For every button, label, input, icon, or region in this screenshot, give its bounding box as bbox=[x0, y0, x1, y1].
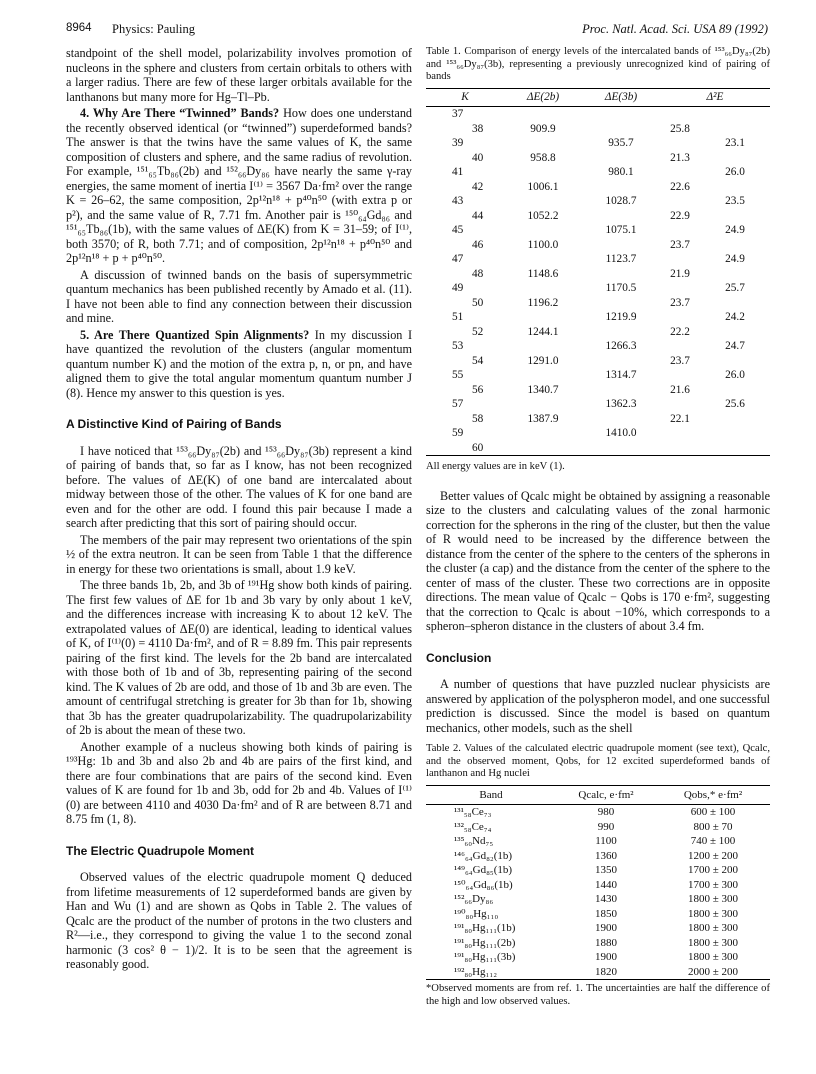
table-1-cell-d2e-even bbox=[660, 426, 700, 441]
table-1-cell-k: 43 bbox=[452, 195, 464, 207]
table-1-cell-d2e-even: 22.9 bbox=[670, 209, 690, 222]
table-2-cell-band: ¹⁹¹₈₀Hg₁₁₁(2b) bbox=[454, 936, 516, 949]
table-1-row bbox=[426, 180, 770, 195]
table-1-cell-d2e-even bbox=[660, 165, 700, 180]
table-1-cell-de2b bbox=[504, 441, 582, 456]
table-1-cell-de3b bbox=[582, 354, 660, 369]
table-1-cell-k: 56 bbox=[472, 383, 484, 396]
table-2-row bbox=[426, 805, 770, 820]
table-1-cell-k: 60 bbox=[426, 441, 504, 456]
table-1-cell-k: 37 bbox=[452, 108, 464, 120]
section-label: Physics: Pauling bbox=[112, 22, 195, 36]
table-1-cell-d2e-odd: 24.9 bbox=[725, 253, 745, 265]
table-1-cell-de3b bbox=[582, 151, 660, 166]
table-2-row bbox=[426, 863, 770, 878]
table-1-cell-d2e-even bbox=[660, 136, 700, 151]
supersymmetry-paragraph: A discussion of twinned bands on the basis of supersymmetric quantum mechanics has been published recently by Amado et al. (11). I have not been able to find any connection between their discussion and mine. bbox=[66, 267, 412, 325]
table-2-header-qobs: Qobs,* e·fm² bbox=[656, 785, 770, 805]
table-1-row bbox=[426, 441, 770, 456]
section-4-title: 4. Why Are There “Twinned” Bands? bbox=[80, 106, 280, 120]
table-2-cell-band: ¹³²₅₈Ce₇₄ bbox=[454, 820, 492, 833]
table-1-row bbox=[426, 296, 770, 311]
table-1-cell-d2e-even bbox=[660, 223, 700, 238]
table-1-cell-d2e-even: 22.6 bbox=[670, 180, 690, 193]
table-2-cell-qcalc: 1100 bbox=[595, 835, 617, 847]
table-1-cell-d2e-even bbox=[660, 310, 700, 325]
table-1-cell-de2b bbox=[504, 107, 582, 122]
table-1-cell-de3b bbox=[582, 122, 660, 137]
table-1-cell-k: 59 bbox=[452, 427, 464, 439]
table-1-cell-k: 39 bbox=[452, 137, 464, 149]
table-2-header-band: Band bbox=[426, 785, 556, 805]
table-2-cell-band: ¹⁹²₈₀Hg₁₁₂ bbox=[426, 965, 556, 980]
table-2-cell-qobs: 1700 ± 300 bbox=[687, 878, 739, 891]
table-1-row bbox=[426, 383, 770, 398]
table-1-cell-k: 48 bbox=[472, 267, 484, 280]
table-1-cell-k: 49 bbox=[452, 282, 464, 294]
table-1-row bbox=[426, 151, 770, 166]
table-1-cell-d2e-odd bbox=[700, 151, 770, 166]
table-2-cell-band: ¹³⁵₆₀Nd₇₅ bbox=[454, 835, 494, 847]
table-1-cell-k: 52 bbox=[472, 325, 484, 338]
table-1-body bbox=[426, 107, 770, 456]
table-1-cell-d2e-odd bbox=[700, 441, 770, 456]
table-1-cell-de2b: 1006.1 bbox=[527, 180, 559, 193]
table-1-cell-de3b: 1123.7 bbox=[605, 253, 637, 265]
table-1-cell-d2e-even bbox=[660, 107, 700, 122]
table-2-cell-band: ¹³¹₅₈Ce₇₃ bbox=[454, 806, 492, 818]
table-1-caption: Table 1. Comparison of energy levels of the intercalated bands of ¹⁵³₆₆Dy₈₇(2b) and ¹⁵³₆₆Dy₈₇(3b), representing a previously unrecognized kind of pairing of bands bbox=[426, 46, 770, 82]
table-2-cell-qcalc: 1820 bbox=[556, 965, 656, 980]
table-2-row bbox=[426, 834, 770, 849]
table-1-cell-d2e-even bbox=[660, 194, 700, 209]
table-1-row bbox=[426, 426, 770, 441]
table-1-cell-d2e-even bbox=[660, 441, 700, 456]
table-1-row bbox=[426, 281, 770, 296]
table-1-cell-k: 50 bbox=[472, 296, 484, 309]
intro-paragraph: standpoint of the shell model, polarizability involves promotion of nucleons in the sphere and clusters from certain orbitals to others with a larger radius. There are few of these larger orbitals available for the lanthanons but many more for Hg–Tl–Pb. bbox=[66, 46, 412, 104]
table-1-row bbox=[426, 122, 770, 137]
table-2-row bbox=[426, 965, 770, 980]
table-1-header-k: K bbox=[426, 88, 504, 107]
table-1-row bbox=[426, 325, 770, 340]
table-1-header-row bbox=[426, 88, 770, 107]
table-1-cell-de2b bbox=[504, 252, 582, 267]
table-2-cell-qcalc: 1900 bbox=[595, 951, 617, 963]
table-2-cell-qobs: 1700 ± 200 bbox=[687, 864, 739, 876]
table-2-row bbox=[426, 878, 770, 893]
table-2-cell-qobs: 1200 ± 200 bbox=[687, 849, 739, 862]
table-1-cell-de3b: 1410.0 bbox=[605, 427, 637, 439]
table-1-cell-de3b bbox=[582, 383, 660, 398]
table-1-cell-d2e-odd bbox=[700, 383, 770, 398]
table-1-cell-k: 51 bbox=[452, 311, 464, 323]
table-2 bbox=[426, 785, 770, 981]
table-1-cell-de2b: 958.8 bbox=[530, 151, 556, 164]
pairing-paragraph-1: I have noticed that ¹⁵³₆₆Dy₈₇(2b) and ¹⁵³₆₆Dy₈₇(3b) represent a kind of pairing of bands that, so far as I know, has not been recognized before. The values of ΔE(K) of one band are intercalated about midway between those of the other. The values of K for one band are even and for the other are odd. I found this pair because I made a search after predicting that this sort of pairing should occur. bbox=[66, 443, 412, 530]
table-1 bbox=[426, 88, 770, 457]
table-1-cell-d2e-odd: 26.0 bbox=[725, 166, 745, 178]
table-1-cell-de2b bbox=[504, 397, 582, 412]
pairing-paragraph-2: The members of the pair may represent two orientations of the spin ½ of the extra neutron. It can be seen from Table 1 that the difference in energy for these two orientations is small, about 1.9 keV. bbox=[66, 532, 412, 576]
table-1-cell-k: 58 bbox=[472, 412, 484, 425]
section-4-text: How does one understand the recently observed identical (or “twinned”) superdeformed bands? The answer is that the twins have the same values of K, the same composition of clusters and sphere, and the same radius of revolution. For example, ¹⁵¹₆₅Tb₈₆(2b) and ¹⁵²₆₆Dy₈₆ have nearly the same γ-ray energies, the same moment of inertia I⁽¹⁾ = 3567 Da·fm² over the range K = 26–62, the same composition, 2p¹²n¹⁸ + p⁴⁰n⁵⁰ (with extra p or p²), and the same value of R, 7.71 fm. Another pair is ¹⁵⁰₆₄Gd₈₆ and ¹⁵¹₆₅Tb₈₆(1b), with the same values of ΔE(K) from K = 31–59; of I⁽¹⁾, both 3570; of R, both 7.71; and of composition, 2p¹²n¹⁸ + p⁴⁰n⁵⁰ and 2p¹²n¹⁸ + p + p⁴⁰n⁵⁰. bbox=[66, 106, 413, 265]
table-1-cell-d2e-even bbox=[660, 368, 700, 383]
table-1-cell-de2b: 1387.9 bbox=[527, 412, 559, 425]
table-1-cell-d2e-even bbox=[660, 252, 700, 267]
table-1-cell-d2e-even: 22.2 bbox=[670, 325, 690, 338]
table-1-row bbox=[426, 310, 770, 325]
table-1-cell-de2b: 1291.0 bbox=[527, 354, 559, 367]
table-1-cell-d2e-odd: 24.7 bbox=[725, 340, 745, 352]
table-1-cell-de3b: 1266.3 bbox=[605, 340, 637, 352]
table-1-cell-d2e-even: 22.1 bbox=[670, 412, 690, 425]
table-1-cell-de2b bbox=[504, 281, 582, 296]
table-2-header-row bbox=[426, 785, 770, 805]
table-1-cell-de2b: 1244.1 bbox=[527, 325, 559, 338]
pairing-paragraph-4: Another example of a nucleus showing both kinds of pairing is ¹⁹³Hg: 1b and 3b and also 2b and 4b are pairs of the first kind, and there are four combinations that are pairs of the second kind. Even values of K are found for 1b and 3b, odd for 2b and 4b. Values of I⁽¹⁾(0) are between 4110 and 4030 Da·fm² and of R are between 8.71 and 8.75 fm (1, 8). bbox=[66, 739, 412, 826]
table-1-cell-d2e-even bbox=[660, 281, 700, 296]
table-2-cell-band: ¹⁵²₆₆Dy₈₆ bbox=[454, 893, 494, 905]
table-2-row bbox=[426, 907, 770, 922]
table-1-cell-de2b bbox=[504, 368, 582, 383]
table-1-row bbox=[426, 368, 770, 383]
table-1-cell-k: 54 bbox=[472, 354, 484, 367]
table-1-cell-k: 46 bbox=[472, 238, 484, 251]
table-1-cell-d2e-even bbox=[660, 339, 700, 354]
table-1-cell-de3b: 980.1 bbox=[608, 166, 634, 178]
table-1-cell-k: 57 bbox=[452, 398, 464, 410]
table-1-cell-d2e-even: 21.9 bbox=[670, 267, 690, 280]
table-1-cell-de3b: 1314.7 bbox=[605, 369, 637, 381]
table-1-cell-d2e-odd: 25.7 bbox=[725, 282, 745, 294]
table-1-cell-d2e-odd bbox=[700, 267, 770, 282]
table-2-cell-band: ¹⁴⁹₆₄Gd₈₅(1b) bbox=[454, 864, 513, 876]
section-5-paragraph bbox=[66, 328, 412, 401]
table-1-row bbox=[426, 223, 770, 238]
table-1-cell-k: 41 bbox=[452, 166, 464, 178]
table-2-cell-qcalc: 1900 bbox=[595, 922, 617, 934]
table-2-row bbox=[426, 936, 770, 951]
table-1-cell-d2e-even: 23.7 bbox=[670, 296, 690, 309]
table-1-row bbox=[426, 354, 770, 369]
table-1-cell-d2e-odd bbox=[700, 238, 770, 253]
quadrupole-heading: The Electric Quadrupole Moment bbox=[66, 843, 255, 858]
table-2-cell-band: ¹⁹¹₈₀Hg₁₁₁(1b) bbox=[454, 922, 516, 934]
table-2-cell-qobs: 1800 ± 300 bbox=[687, 951, 739, 963]
table-2-row bbox=[426, 849, 770, 864]
table-1-cell-de3b: 1170.5 bbox=[605, 282, 637, 294]
table-1-cell-de3b bbox=[582, 412, 660, 427]
table-1-cell-k: 47 bbox=[452, 253, 464, 265]
table-2-cell-qcalc: 1880 bbox=[595, 936, 617, 949]
table-1-row bbox=[426, 339, 770, 354]
table-1-cell-d2e-odd: 23.1 bbox=[725, 137, 745, 149]
table-1-cell-d2e-odd bbox=[700, 107, 770, 122]
table-1-cell-de3b: 1362.3 bbox=[605, 398, 637, 410]
table-2-caption: Table 2. Values of the calculated electric quadrupole moment (see text), Qcalc, and the observed moment, Qobs, for 12 excited superdeformed bands of lanthanon and Hg nuclei bbox=[426, 743, 770, 779]
table-1-cell-k: 42 bbox=[472, 180, 484, 193]
table-1-row bbox=[426, 107, 770, 122]
table-1-cell-de2b: 1340.7 bbox=[527, 383, 559, 396]
section-5-title: 5. Are There Quantized Spin Alignments? bbox=[80, 327, 310, 342]
table-1-cell-d2e-odd bbox=[700, 426, 770, 441]
table-1-header-de3b: ΔE(3b) bbox=[582, 88, 660, 107]
table-1-footnote: All energy values are in keV (1). bbox=[426, 461, 565, 472]
table-1-cell-d2e-odd bbox=[700, 325, 770, 340]
table-1-cell-d2e-odd bbox=[700, 296, 770, 311]
table-1-cell-de3b bbox=[582, 325, 660, 340]
table-1-cell-k: 45 bbox=[452, 224, 464, 236]
left-column bbox=[66, 46, 412, 972]
table-2-cell-qcalc: 1850 bbox=[595, 907, 617, 920]
table-1-cell-de2b bbox=[504, 136, 582, 151]
table-1-row bbox=[426, 209, 770, 224]
table-1-row bbox=[426, 238, 770, 253]
table-2-cell-band: ¹⁹¹₈₀Hg₁₁₁(3b) bbox=[454, 951, 516, 963]
table-2-row bbox=[426, 950, 770, 965]
table-1-cell-d2e-odd: 23.5 bbox=[725, 195, 745, 207]
table-2-header-qcalc: Qcalc, e·fm² bbox=[556, 785, 656, 805]
table-1-cell-k: 38 bbox=[472, 122, 484, 135]
table-1-cell-d2e-even: 21.3 bbox=[670, 151, 690, 164]
table-1-cell-d2e-odd bbox=[700, 180, 770, 195]
table-1-cell-de3b: 1028.7 bbox=[605, 195, 637, 207]
table-1-cell-d2e-odd: 24.9 bbox=[725, 224, 745, 236]
table-1-cell-d2e-even: 23.7 bbox=[670, 238, 690, 251]
table-1-cell-de3b bbox=[582, 107, 660, 122]
table-2-cell-qcalc: 1440 bbox=[595, 878, 617, 891]
table-1-cell-de2b bbox=[504, 339, 582, 354]
table-1-cell-de3b bbox=[582, 180, 660, 195]
table-1-cell-d2e-odd bbox=[700, 412, 770, 427]
table-2-cell-qobs: 1800 ± 300 bbox=[687, 907, 739, 920]
table-1-cell-de2b bbox=[504, 310, 582, 325]
table-1-cell-d2e-odd: 26.0 bbox=[725, 369, 745, 381]
table-1-cell-de2b bbox=[504, 426, 582, 441]
table-2-cell-band: ¹⁹⁰₈₀Hg₁₁₀ bbox=[454, 907, 499, 920]
table-1-cell-k: 44 bbox=[472, 209, 484, 222]
table-1-cell-d2e-odd: 25.6 bbox=[725, 398, 745, 410]
table-1-cell-k: 53 bbox=[452, 340, 464, 352]
journal-citation: Proc. Natl. Acad. Sci. USA 89 (1992) bbox=[582, 22, 768, 36]
table-1-cell-de2b: 909.9 bbox=[530, 122, 556, 135]
table-1-header-d2e: Δ²E bbox=[660, 88, 770, 107]
table-1-cell-de3b bbox=[582, 267, 660, 282]
table-1-cell-de2b: 1052.2 bbox=[527, 209, 559, 222]
table-2-cell-qcalc: 990 bbox=[597, 820, 615, 833]
table-1-cell-de2b: 1196.2 bbox=[527, 296, 559, 309]
table-1-row bbox=[426, 267, 770, 282]
quadrupole-paragraph: Observed values of the electric quadrupole moment Q deduced from lifetime measurements of 12 superdeformed bands are given by Han and Wu (1) and are shown as Qobs in Table 2. The values of Qcalc are the product of the number of protons in the two clusters and R²—i.e., they correspond to giving the value 1 to the second zonal harmonic (3 cos² θ − 1)/2. It is to be seen that the agreement is reasonably good. bbox=[66, 870, 412, 971]
right-column bbox=[426, 46, 770, 1008]
conclusion-paragraph: A number of questions that have puzzled nuclear physicists are answered by application of the polyspheron model, and one successful prediction is discussed. Since the model is based on quantum mechanics, other models, such as the shell bbox=[426, 677, 770, 735]
table-2-cell-qcalc: 1350 bbox=[595, 864, 617, 876]
table-2-cell-band: ¹⁴⁶₆₄Gd₈₂(1b) bbox=[454, 849, 513, 862]
table-2-cell-qobs: 2000 ± 200 bbox=[656, 965, 770, 980]
page-header bbox=[66, 22, 768, 38]
table-1-cell-de3b bbox=[582, 209, 660, 224]
table-1-row bbox=[426, 165, 770, 180]
table-2-cell-qcalc: 1360 bbox=[595, 849, 617, 862]
table-1-cell-de2b bbox=[504, 223, 582, 238]
table-2-cell-qobs: 600 ± 100 bbox=[690, 806, 736, 818]
table-1-cell-de3b bbox=[582, 238, 660, 253]
table-2-footnote: *Observed moments are from ref. 1. The uncertainties are half the difference of the high and low observed values. bbox=[426, 983, 770, 1007]
page-number: 8964 bbox=[66, 22, 92, 34]
table-1-row bbox=[426, 397, 770, 412]
table-2-cell-qobs: 740 ± 100 bbox=[690, 835, 736, 847]
table-1-cell-de3b bbox=[582, 296, 660, 311]
table-2-cell-qobs: 1800 ± 300 bbox=[687, 893, 739, 905]
table-1-cell-d2e-even: 25.8 bbox=[670, 122, 690, 135]
pairing-heading: A Distinctive Kind of Pairing of Bands bbox=[66, 417, 282, 431]
section-4-paragraph bbox=[66, 106, 412, 266]
table-1-cell-d2e-odd bbox=[700, 122, 770, 137]
pairing-paragraph-3: The three bands 1b, 2b, and 3b of ¹⁹¹Hg show both kinds of pairing. The first few values of ΔE for 1b and 3b vary by only about 1 keV, and the differences increase with increasing K to about 12 keV. The extrapolated values of ΔE(0) are identical, leading to identical values of K, of I⁽¹⁾(0) = 4110 Da·fm², and of R = 8.89 fm. This pair represents pairing of the first kind. The levels for the 2b band are intercalated with those both of 1b and of 3b, representing pairing of the second kind. The K values of 2b are odd, and those of 1b and 3b are even. The amount of centrifugal stretching is greater for 3b than for 1b, showing that 3b has the greater quadrupolarizability. The quadrupolarizability of 2b is about the mean of these two. bbox=[66, 578, 412, 737]
table-1-cell-d2e-odd bbox=[700, 209, 770, 224]
table-2-row bbox=[426, 921, 770, 936]
table-1-cell-k: 55 bbox=[452, 369, 464, 381]
table-2-row bbox=[426, 820, 770, 835]
table-2-cell-qobs: 800 ± 70 bbox=[693, 820, 733, 833]
table-2-row bbox=[426, 892, 770, 907]
table-2-cell-qobs: 1800 ± 300 bbox=[687, 936, 739, 949]
table-1-cell-d2e-even: 21.6 bbox=[670, 383, 690, 396]
table-1-cell-d2e-odd bbox=[700, 354, 770, 369]
table-1-cell-de3b: 1219.9 bbox=[605, 311, 637, 323]
table-1-cell-de2b: 1148.6 bbox=[527, 267, 559, 280]
table-2-cell-qcalc: 980 bbox=[597, 806, 615, 818]
table-1-row bbox=[426, 194, 770, 209]
table-1-cell-d2e-odd: 24.2 bbox=[725, 311, 745, 323]
table-2-cell-band: ¹⁵⁰₆₄Gd₈₆(1b) bbox=[454, 878, 513, 891]
table-1-cell-de3b: 935.7 bbox=[608, 137, 634, 149]
table-1-cell-de3b: 1075.1 bbox=[605, 224, 637, 236]
conclusion-heading: Conclusion bbox=[426, 650, 492, 665]
table-1-cell-de2b bbox=[504, 194, 582, 209]
section-5-text: In my discussion I have quantized the revolution of the clusters (angular momentum quantum number K) and the motion of the extra p, n, or pn, and have aligned them to give the total angular momentum quantum number J (8). Hence my answer to this question is yes. bbox=[66, 327, 413, 400]
table-1-cell-k: 40 bbox=[472, 151, 484, 164]
table-2-cell-qcalc: 1430 bbox=[595, 893, 617, 905]
table-1-cell-de3b bbox=[582, 441, 660, 456]
table-1-header-de2b: ΔE(2b) bbox=[504, 88, 582, 107]
table-1-row bbox=[426, 252, 770, 267]
table-1-cell-de2b: 1100.0 bbox=[527, 238, 559, 251]
table-2-body bbox=[426, 805, 770, 980]
table-1-row bbox=[426, 136, 770, 151]
table-1-cell-d2e-even: 23.7 bbox=[670, 354, 690, 367]
table-2-cell-qobs: 1800 ± 300 bbox=[687, 922, 739, 934]
better-values-paragraph: Better values of Qcalc might be obtained by assigning a reasonable size to the clusters and calculating values of the zonal harmonic correction for the spherons in the ring of the cluster, but then the value of R would need to be increased by the difference between the distance from the center of the sphere to the centers of the spherons in the cluster (a cap) and the distance from the center of the sphere to the center of mass of the cluster. These two corrections are in opposite directions. The mean value of Qcalc − Qobs is 170 e·fm², suggesting that the correction to Qcalc is about −10%, which corresponds to a spheron–spheron distance in the clusters of about 3.4 fm. bbox=[426, 488, 770, 633]
table-1-row bbox=[426, 412, 770, 427]
table-1-cell-de2b bbox=[504, 165, 582, 180]
table-1-cell-d2e-even bbox=[660, 397, 700, 412]
